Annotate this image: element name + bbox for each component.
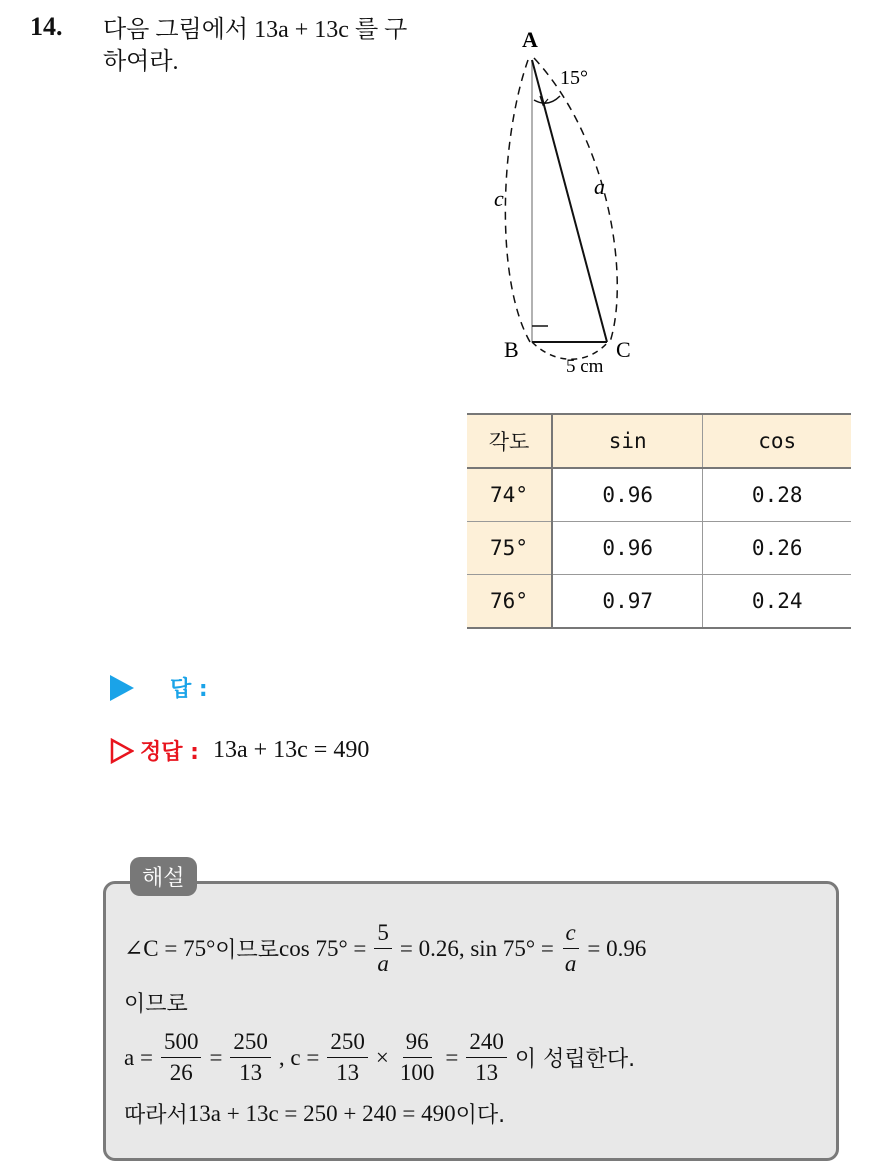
table-cell: 0.96 [552, 522, 703, 575]
sol-text: , c = [278, 1044, 320, 1070]
sol-text: cos 75° = [279, 935, 367, 961]
fraction: $\frac{240}{13}$ [466, 1027, 507, 1088]
table-cell: 0.26 [703, 522, 851, 575]
table-cell: 74° [467, 468, 552, 522]
arc-c [505, 60, 530, 342]
table-cell: 0.24 [703, 575, 851, 629]
correct-value: 13a + 13c = 490 [212, 737, 370, 763]
sol-text: 이 성립한다. [514, 1047, 636, 1072]
vertex-a-label: A [522, 27, 538, 52]
question-number: 14. [30, 12, 63, 41]
question-line-2: 하여라. [103, 49, 179, 75]
question-line-1: 다음 그림에서 13a + 13c 를 구 [103, 17, 408, 43]
trig-table [467, 413, 851, 629]
vertex-b-label: B [504, 337, 519, 362]
solution-tag: 해설 [130, 857, 197, 896]
table-header-row [467, 414, 851, 468]
sol-text: 따라서 [124, 1103, 188, 1128]
sol-text: = 0.26, sin 75° = [399, 935, 554, 961]
side-a-label: a [594, 174, 605, 199]
table-cell: 0.96 [552, 468, 703, 522]
fraction: $\frac{96}{100}$ [399, 1029, 435, 1085]
table-row [467, 468, 851, 522]
table-cell: 0.97 [552, 575, 703, 629]
header-sin: sin [552, 414, 703, 468]
table-row [467, 575, 851, 629]
header-cos: cos [703, 414, 851, 468]
fraction: $\frac{c}{a}$ [562, 918, 580, 979]
outline-arrow-icon [110, 738, 134, 764]
answer-label: 답 : [170, 677, 208, 702]
correct-answer-row [110, 735, 369, 766]
solution-line-3 [124, 1027, 635, 1088]
sol-text: 이다. [455, 1103, 506, 1128]
sol-text: ∠C = 75° [124, 935, 216, 961]
correct-label: 정답 : [140, 740, 199, 765]
side-ac [532, 60, 607, 342]
table-cell: 0.28 [703, 468, 851, 522]
solution-line-2: 이므로 [124, 992, 188, 1017]
play-arrow-icon [110, 675, 134, 701]
sol-text: = 0.96 [587, 935, 647, 961]
fraction: $\frac{250}{13}$ [230, 1027, 271, 1088]
sol-text: a = [124, 1044, 153, 1070]
solution-line-4 [124, 1098, 505, 1129]
sol-text: × [375, 1044, 389, 1070]
question-text [103, 14, 443, 78]
sol-text: = [209, 1044, 223, 1070]
triangle-figure [470, 20, 670, 380]
table-row [467, 522, 851, 575]
fraction: $\frac{250}{13}$ [327, 1027, 368, 1088]
fraction: $\frac{500}{26}$ [161, 1027, 202, 1088]
sol-text: = [445, 1044, 459, 1070]
table-cell: 76° [467, 575, 552, 629]
solution-line-1 [124, 918, 646, 979]
side-c-label: c [494, 186, 504, 211]
header-angle: 각도 [467, 414, 552, 468]
fraction: $\frac{5}{a}$ [374, 918, 392, 979]
base-label: 5 cm [566, 356, 604, 377]
sol-text: 이므로 [215, 938, 280, 963]
table-cell: 75° [467, 522, 552, 575]
sol-text: 13a + 13c = 250 + 240 = 490 [187, 1100, 456, 1126]
angle-label: 15° [560, 67, 588, 89]
vertex-c-label: C [616, 337, 631, 362]
answer-row [110, 672, 208, 703]
